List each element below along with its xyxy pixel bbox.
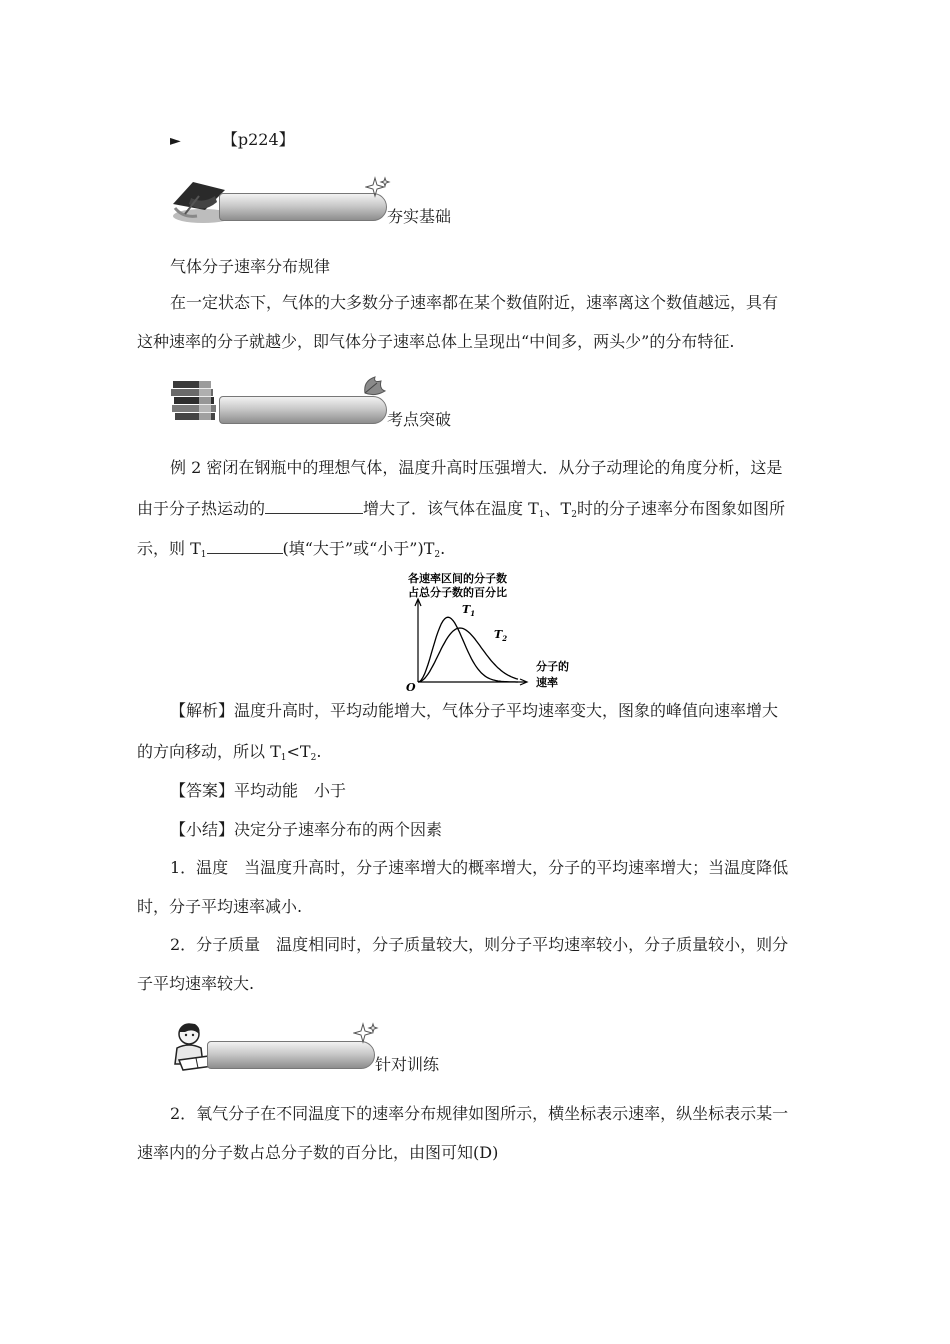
origin-label: O bbox=[406, 681, 416, 694]
leaf-icon bbox=[359, 373, 389, 399]
sparkle-icon bbox=[353, 1022, 379, 1044]
pointer-arrow-icon: ► bbox=[170, 133, 181, 149]
y-axis-label-line1: 各速率区间的分子数 bbox=[408, 572, 507, 585]
speed-distribution-chart bbox=[400, 570, 590, 695]
series-label-t2: $T_2$ bbox=[494, 628, 508, 643]
banner-bar bbox=[219, 193, 387, 221]
series-label-t1: $T_1$ bbox=[462, 603, 476, 619]
y-axis-label-line2: 占总分子数的百分比 bbox=[408, 586, 507, 599]
training-line: 2．氧气分子在不同温度下的速率分布规律如图所示，横坐标表示速率，纵坐标表示某一 bbox=[170, 1104, 789, 1123]
summary-line: 子平均速率较大. bbox=[137, 974, 255, 993]
page-ref-label: 【p224】 bbox=[221, 130, 295, 149]
analysis-line: 【解析】温度升高时，平均动能增大，气体分子平均速率变大，图象的峰值向速率增大 bbox=[170, 701, 779, 720]
analysis-line: 的方向移动，所以 $T_1<T_2$. bbox=[137, 742, 322, 763]
banner-bar bbox=[219, 396, 387, 424]
example-line: 示，则 $T_1$ (填“大于”或“小于$”)T_2$. bbox=[137, 539, 446, 560]
answer-blank bbox=[265, 499, 363, 514]
example-line: 例 2 密闭在钢瓶中的理想气体，温度升高时压强增大．从分子动理论的角度分析，这是 bbox=[170, 458, 783, 477]
paragraph-line: 这种速率的分子就越少，即气体分子速率总体上呈现出“中间多，两头少”的分布特征. bbox=[137, 332, 735, 351]
summary-line: 1．温度 当温度升高时，分子速率增大的概率增大，分子的平均速率增大；当温度降低 bbox=[170, 858, 789, 877]
section-banner-training bbox=[163, 1018, 483, 1078]
summary-line: 2．分子质量 温度相同时，分子质量较大，则分子平均速率较小，分子质量较小，则分 bbox=[170, 935, 789, 954]
section-banner-foundation bbox=[163, 170, 483, 230]
page-reference bbox=[170, 130, 295, 151]
section-banner-breakthrough bbox=[163, 373, 483, 433]
paragraph-line: 在一定状态下，气体的大多数分子速率都在某个数值附近，速率离这个数值越远，具有 bbox=[170, 293, 779, 312]
x-axis-label-line1: 分子的 bbox=[536, 660, 569, 673]
answer-blank bbox=[207, 539, 283, 554]
summary-line: 时，分子平均速率减小. bbox=[137, 897, 303, 916]
sparkle-icon bbox=[365, 176, 391, 198]
section-title: 针对训练 bbox=[375, 1055, 440, 1074]
section-title: 考点突破 bbox=[387, 410, 452, 429]
banner-bar bbox=[207, 1041, 375, 1069]
topic-title: 气体分子速率分布规律 bbox=[170, 257, 331, 276]
section-title: 夯实基础 bbox=[387, 207, 452, 226]
summary-title: 【小结】决定分子速率分布的两个因素 bbox=[170, 820, 443, 839]
answer-line: 【答案】平均动能 小于 bbox=[170, 781, 347, 800]
x-axis-label-line2: 速率 bbox=[536, 676, 558, 689]
example-line: 由于分子热运动的 增大了．该气体在温度 $T_1$、$T_2$时的分子速率分布图象如图所 bbox=[137, 499, 785, 520]
training-line: 速率内的分子数占总分子数的百分比，由图可知(D) bbox=[137, 1143, 499, 1162]
series-group bbox=[418, 603, 518, 682]
